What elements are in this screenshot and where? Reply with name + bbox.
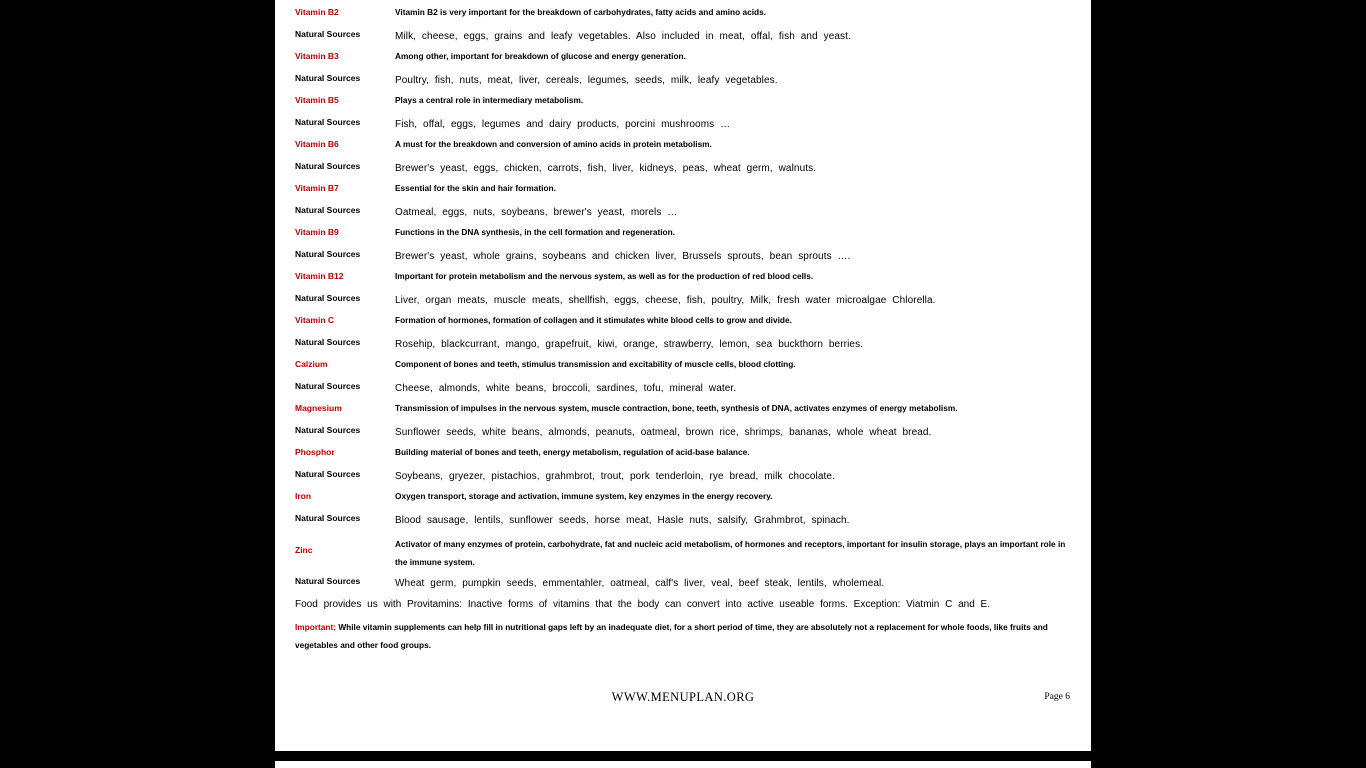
sources-label: Natural Sources [295, 161, 361, 171]
sources-list: Oatmeal, eggs, nuts, soybeans, brewer's yeast, morels … [395, 207, 678, 218]
sources-list: Sunflower seeds, white beans, almonds, peanuts, oatmeal, brown rice, shrimps, bananas, whole wheat bread. [395, 427, 932, 438]
nutrient-function: Formation of hormones, formation of collagen and it stimulates white blood cells to grow and divide. [395, 315, 792, 325]
sources-list: Milk, cheese, eggs, grains and leafy vegetables. Also included in meat, offal, fish and yeast. [395, 31, 851, 42]
nutrient-name: Vitamin B2 [295, 7, 339, 17]
nutrient-function: Oxygen transport, storage and activation, immune system, key enzymes in the energy recovery. [395, 491, 773, 501]
sources-label: Natural Sources [295, 205, 361, 215]
sources-list: Blood sausage, lentils, sunflower seeds, horse meat, Hasle nuts, salsify, Grahmbrot, spinach. [395, 515, 850, 526]
page-number: Page 6 [1044, 692, 1070, 702]
nutrient-name: Calzium [295, 359, 328, 369]
sources-list: Brewer's yeast, eggs, chicken, carrots, fish, liver, kidneys, peas, wheat germ, walnuts. [395, 163, 817, 174]
nutrient-name: Vitamin B12 [295, 271, 344, 281]
sources-label: Natural Sources [295, 73, 361, 83]
nutrient-name: Vitamin B3 [295, 51, 339, 61]
nutrient-name: Vitamin B6 [295, 139, 339, 149]
important-text: While vitamin supplements can help fill in nutritional gaps left by an inadequate diet, for a short period of time, they are absolutely not a replacement for whole foods, like fruits and vegetables and other food groups. [295, 622, 1048, 650]
sources-label: Natural Sources [295, 249, 361, 259]
nutrient-name: Vitamin B9 [295, 227, 339, 237]
sources-list: Cheese, almonds, white beans, broccoli, sardines, tofu, mineral water. [395, 383, 737, 394]
sources-list: Liver, organ meats, muscle meats, shellfish, eggs, cheese, fish, poultry, Milk, fresh water microalgae Chlorella. [395, 295, 936, 306]
document-page [275, 0, 1091, 751]
nutrient-function: Vitamin B2 is very important for the breakdown of carbohydrates, fatty acids and amino acids. [395, 7, 766, 17]
nutrient-name: Iron [295, 491, 312, 501]
nutrient-name: Phosphor [295, 447, 335, 457]
sources-list: Brewer's yeast, whole grains, soybeans and chicken liver, Brussels sprouts, bean sprouts …. [395, 251, 851, 262]
nutrient-name: Vitamin C [295, 315, 335, 325]
sources-list: Wheat germ, pumpkin seeds, emmentahler, oatmeal, calf's liver, veal, beef steak, lentils, wholemeal. [395, 578, 885, 589]
important-label: Important: [295, 622, 337, 632]
sources-list: Rosehip, blackcurrant, mango, grapefruit, kiwi, orange, strawberry, lemon, sea buckthorn berries. [395, 339, 864, 350]
nutrient-function: Building material of bones and teeth, energy metabolism, regulation of acid-base balance. [395, 447, 750, 457]
nutrient-name: Vitamin B7 [295, 183, 339, 193]
nutrient-function: Component of bones and teeth, stimulus transmission and excitability of muscle cells, blood clotting. [395, 359, 796, 369]
nutrient-function: Activator of many enzymes of protein, carbohydrate, fat and nucleic acid metabolism, of hormones and receptors, important for insulin storage, plays an important role in the immune system. [395, 539, 1066, 567]
nutrient-function: Among other, important for breakdown of glucose and energy generation. [395, 51, 686, 61]
provitamins-note: Food provides us with Provitamins: Inactive forms of vitamins that the body can convert into active useable forms. Exception: Viatmin C and E. [295, 599, 990, 610]
nutrient-function: Plays a central role in intermediary metabolism. [395, 95, 584, 105]
sources-label: Natural Sources [295, 513, 361, 523]
important-note [295, 618, 1071, 654]
nutrient-function: Important for protein metabolism and the nervous system, as well as for the production of red blood cells. [395, 271, 814, 281]
sources-list: Soybeans, gryezer, pistachios, grahmbrot, trout, pork tenderloin, rye bread, milk chocolate. [395, 471, 835, 482]
sources-label: Natural Sources [295, 469, 361, 479]
nutrient-function: Functions in the DNA synthesis, in the cell formation and regeneration. [395, 227, 675, 237]
nutrient-name: Zinc [295, 545, 313, 555]
nutrient-name: Vitamin B5 [295, 95, 339, 105]
next-page-edge [275, 761, 1091, 768]
sources-label: Natural Sources [295, 425, 361, 435]
sources-label: Natural Sources [295, 337, 361, 347]
sources-label: Natural Sources [295, 576, 361, 586]
nutrient-function: A must for the breakdown and conversion of amino acids in protein metabolism. [395, 139, 712, 149]
footer-website: WWW.MENUPLAN.ORG [611, 690, 755, 704]
sources-label: Natural Sources [295, 29, 361, 39]
sources-label: Natural Sources [295, 381, 361, 391]
nutrient-function: Essential for the skin and hair formation. [395, 183, 556, 193]
sources-label: Natural Sources [295, 293, 361, 303]
nutrient-function: Transmission of impulses in the nervous system, muscle contraction, bone, teeth, synthesis of DNA, activates enzymes of energy metabolism. [395, 403, 958, 413]
sources-list: Poultry, fish, nuts, meat, liver, cereals, legumes, seeds, milk, leafy vegetables. [395, 75, 778, 86]
nutrient-name: Magnesium [295, 403, 342, 413]
sources-list: Fish, offal, eggs, legumes and dairy products, porcini mushrooms … [395, 119, 731, 130]
sources-label: Natural Sources [295, 117, 361, 127]
